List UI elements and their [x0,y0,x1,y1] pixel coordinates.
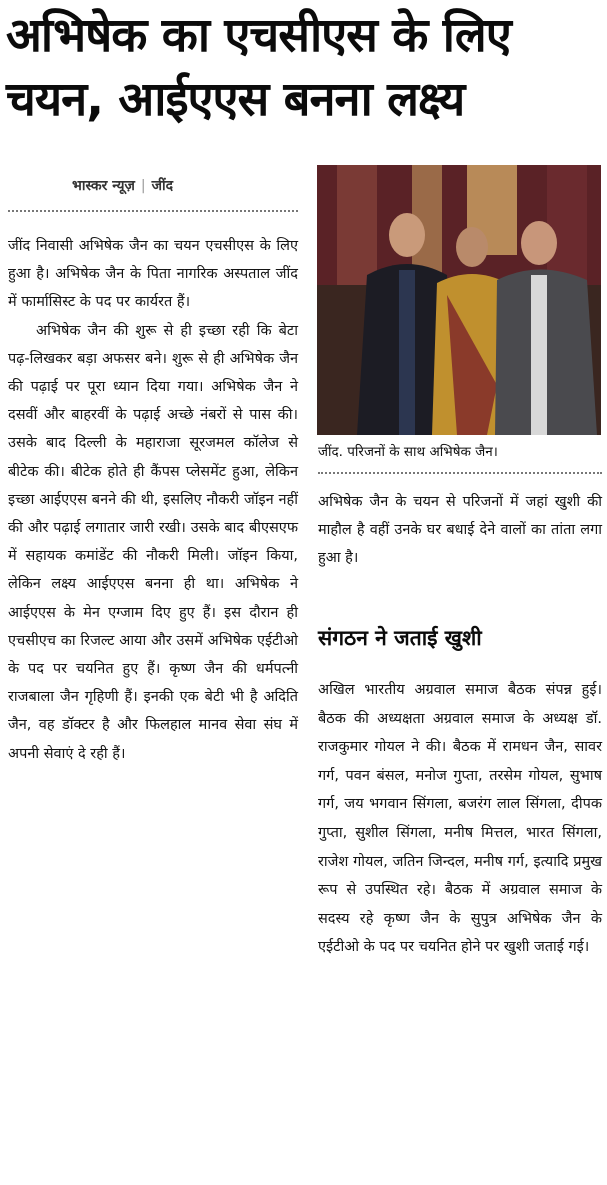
caption-divider [318,472,602,474]
right-column-intro [318,488,602,573]
left-column [8,232,298,768]
headline-line-2: चयन, आईएएस बनना लक्ष्य [6,72,465,127]
news-photo [317,165,601,435]
family-photo-illustration [317,165,601,435]
right-column-body [318,676,602,962]
byline [72,176,173,195]
left-paragraph-1: जींद निवासी अभिषेक जैन का चयन एचसीएस के लिए हुआ है। अभिषेक जैन के पिता नागरिक अस्पताल जींद में फार्मासिस्ट के पद पर कार्यरत हैं। [8,238,298,311]
headline [6,4,604,132]
byline-source: भास्कर न्यूज़ [72,178,135,194]
byline-separator: | [140,177,146,194]
byline-place: जींद [151,178,174,194]
photo-caption: जींद. परिजनों के साथ अभिषेक जैन। [318,444,498,460]
byline-divider [8,210,298,212]
headline-line-1: अभिषेक का एचसीएस के लिए [6,8,511,63]
right-paragraph-2: अखिल भारतीय अग्रवाल समाज बैठक संपन्न हुई। बैठक की अध्यक्षता अग्रवाल समाज के अध्यक्ष डॉ. राजकुमार गोयल ने की। बैठक में रामधन जैन, सावर गर्ग, पवन बंसल, मनोज गुप्ता, तरसेम गोयल, सुभाष गर्ग, जय भगवान सिंगला, बजरंग लाल सिंगला, दीपक गुप्ता, सुशील सिंगला, मनीष मित्तल, भारत सिंगला, राजेश गोयल, जतिन जिन्दल, मनीष गर्ग, इत्यादि प्रमुख रूप से उपस्थित रहे। बैठक में अग्रवाल समाज के सदस्य रहे कृष्ण जैन के सुपुत्र अभिषेक जैन के एईटीओ के पद पर चयनित होने पर खुशी जताई गई। [318,682,602,956]
right-paragraph-1: अभिषेक जैन के चयन से परिजनों में जहां खुशी की माहौल है वहीं उनके घर बधाई देने वालों का तांता लगा हुआ है। [318,494,602,567]
left-paragraph-2: अभिषेक जैन की शुरू से ही इच्छा रही कि बेटा पढ़-लिखकर बड़ा अफसर बने। शुरू से ही अभिषेक जैन की पढ़ाई पर पूरा ध्यान दिया गया। अभिषेक जैन ने दसवीं और बाहरवीं के पढ़ाई अच्छे नंबरों से पास की। उसके बाद दिल्ली के महाराजा सूरजमल कॉलेज से बीटेक की। बीटेक होते ही कैंपस प्लेसमेंट हुआ, लेकिन इच्छा आईएएस बनने की थी, इसलिए नौकरी जॉइन नहीं की और पढ़ाई लगातार जारी रखी। उसके बाद बीएसएफ में सहायक कमांडेंट की नौकरी मिली। जॉइन किया, लेकिन लक्ष्य आईएएस बनना ही था। अभिषेक ने आईएएस के मेन एग्जाम दिए हुए हैं। इस दौरान ही एचसीएच का रिजल्ट आया और उसमें अभिषेक एईटीओ के पद पर चयनित हुए हैं। कृष्ण जैन की धर्मपत्नी राजबाला जैन गृहिणी हैं। इनकी एक बेटी भी है अदिति जैन, वह डॉक्टर है और फिलहाल मानव सेवा संघ में अपनी सेवाएं दे रही हैं। [8,322,298,762]
subheading: संगठन ने जताई खुशी [318,626,482,650]
